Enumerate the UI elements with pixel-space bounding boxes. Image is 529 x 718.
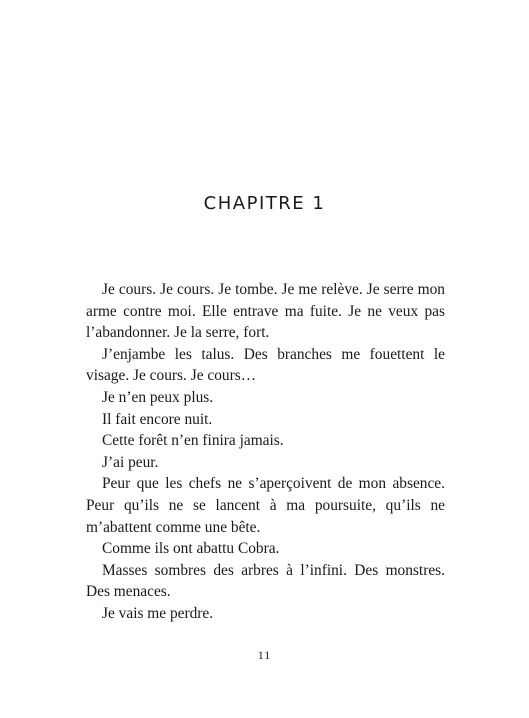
paragraph: J’enjambe les talus. Des branches me fouettent le visage. Je cours. Je cours… bbox=[86, 345, 445, 385]
paragraph: Comme ils ont abattu Cobra. bbox=[102, 540, 280, 558]
paragraph: Je cours. Je cours. Je tombe. Je me relève. Je serre mon arme contre moi. Elle entrave ma fuite. Je ne veux pas l’abandonner. Je la serre, fort. bbox=[86, 281, 445, 342]
paragraph: Je vais me perdre. bbox=[102, 604, 214, 622]
paragraph: Cette forêt n’en finira jamais. bbox=[102, 432, 284, 450]
paragraph: Je n’en peux plus. bbox=[102, 388, 214, 406]
paragraph: Masses sombres des arbres à l’infini. Des monstres. Des menaces. bbox=[86, 561, 445, 601]
page-number: 11 bbox=[257, 648, 272, 662]
chapter-title: CHAPITRE 1 bbox=[203, 193, 326, 214]
paragraph: J’ai peur. bbox=[102, 453, 159, 471]
paragraph: Il fait encore nuit. bbox=[102, 410, 213, 428]
paragraph: Peur que les chefs ne s’aperçoivent de mon absence. Peur qu’ils ne se lancent à ma poursuite, qu’ils ne m’abattent comme une bête. bbox=[86, 475, 445, 536]
chapter-body bbox=[86, 279, 445, 625]
